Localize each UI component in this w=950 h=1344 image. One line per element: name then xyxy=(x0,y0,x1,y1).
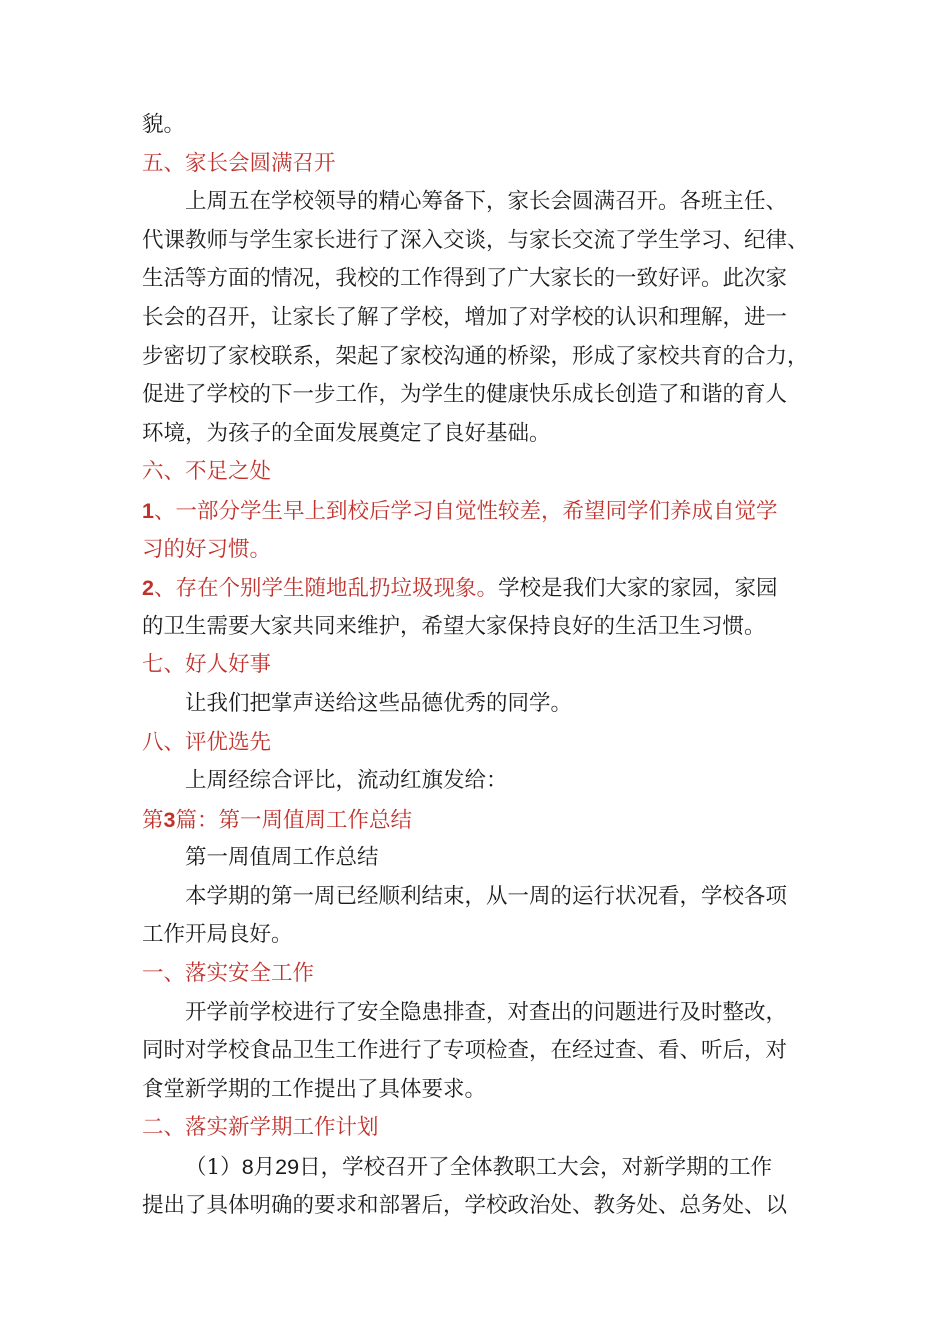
list-item-1-cont: 习的好习惯。 xyxy=(142,536,272,562)
item-text-highlight: 、存在个别学生随地乱扔垃圾现象。 xyxy=(153,576,498,602)
body-line xyxy=(142,1148,822,1187)
body-text: 日，学校召开了全体教职工大会，对新学期的工作 xyxy=(299,1155,773,1181)
body-line: 本学期的第一周已经顺利结束，从一周的运行状况看，学校各项 xyxy=(185,883,788,909)
chapter-number: 3 xyxy=(163,807,176,832)
subsection-heading-1: 一、落实安全工作 xyxy=(142,961,315,987)
month-char: 月 xyxy=(253,1155,276,1181)
section-heading-8: 八、评优选先 xyxy=(142,729,272,755)
body-line: 长会的召开，让家长了解了学校，增加了对学校的认识和理解，进一 xyxy=(142,304,788,330)
section-heading-5: 五、家长会圆满召开 xyxy=(142,150,336,176)
list-item-2 xyxy=(142,569,822,608)
date-month: 8 xyxy=(241,1155,254,1180)
section-heading-6: 六、不足之处 xyxy=(142,459,272,485)
item-marker: （1） xyxy=(185,1155,242,1181)
body-line: 促进了学校的下一步工作，为学生的健康快乐成长创造了和谐的育人 xyxy=(142,382,788,408)
body-line: 上周五在学校领导的精心筹备下，家长会圆满召开。各班主任、 xyxy=(185,189,788,215)
body-line: 环境，为孩子的全面发展奠定了良好基础。 xyxy=(142,420,551,446)
body-line: 食堂新学期的工作提出了具体要求。 xyxy=(142,1076,487,1102)
body-line: 生活等方面的情况，我校的工作得到了广大家长的一致好评。此次家 xyxy=(142,266,788,292)
body-line: 让我们把掌声送给这些品德优秀的同学。 xyxy=(185,690,573,716)
body-line: 貌。 xyxy=(142,112,186,137)
body-line: 提出了具体明确的要求和部署后，学校政治处、教务处、总务处、以 xyxy=(142,1192,788,1218)
date-day: 29 xyxy=(275,1155,300,1180)
body-line: 上周经综合评比，流动红旗发给： xyxy=(185,768,508,794)
body-line: 工作开局良好。 xyxy=(142,922,293,948)
list-item-1 xyxy=(142,492,822,531)
document-body xyxy=(142,106,822,1225)
item-text: 学校是我们大家的家园，家园 xyxy=(497,576,778,602)
body-line: 步密切了家校联系，架起了家校沟通的桥梁，形成了家校共育的合力， xyxy=(142,343,809,369)
list-item-2-cont: 的卫生需要大家共同来维护，希望大家保持良好的生活卫生习惯。 xyxy=(142,613,766,639)
item-number: 2 xyxy=(142,576,154,601)
body-line: 同时对学校食品卫生工作进行了专项检查，在经过查、看、听后，对 xyxy=(142,1038,788,1064)
chapter-heading xyxy=(142,801,822,840)
chapter-prefix: 第 xyxy=(142,807,164,833)
subsection-heading-2: 二、落实新学期工作计划 xyxy=(142,1115,379,1141)
body-line: 代课教师与学生家长进行了深入交谈，与家长交流了学生学习、纪律、 xyxy=(142,227,809,253)
item-text: 、一部分学生早上到校后学习自觉性较差，希望同学们养成自觉学 xyxy=(153,498,778,524)
body-line: 开学前学校进行了安全隐患排查，对查出的问题进行及时整改， xyxy=(185,999,788,1025)
section-heading-7: 七、好人好事 xyxy=(142,652,272,678)
subtitle: 第一周值周工作总结 xyxy=(185,845,379,871)
item-number: 1 xyxy=(142,498,154,523)
chapter-title: 篇：第一周值周工作总结 xyxy=(175,807,412,833)
